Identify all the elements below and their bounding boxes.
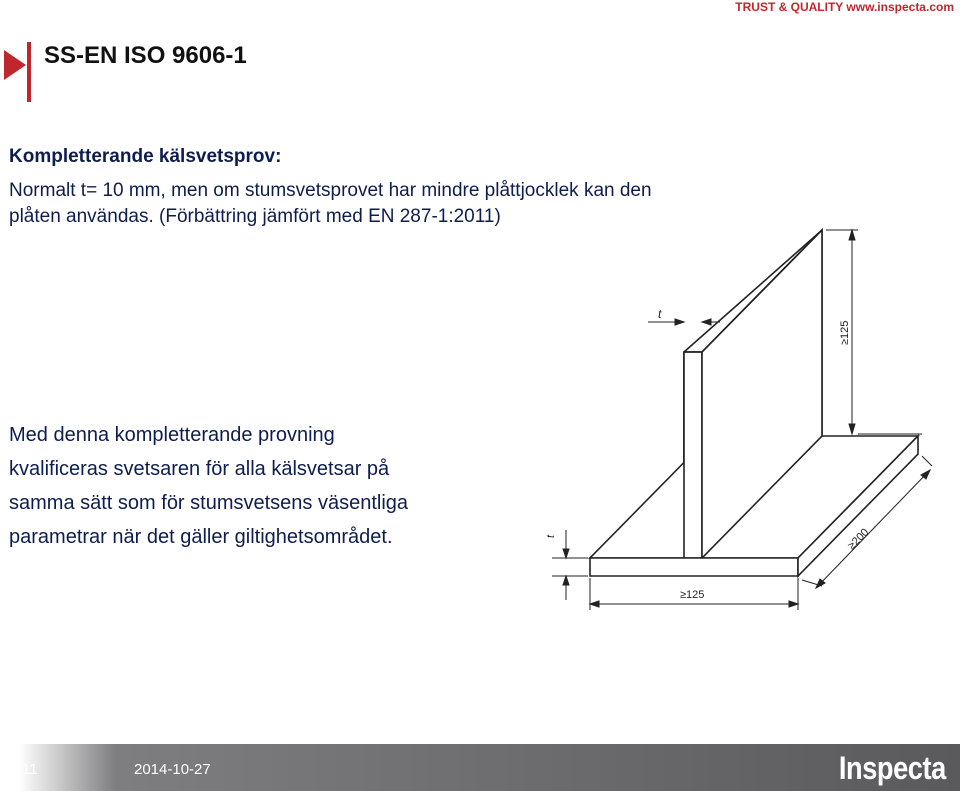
tagline-text: TRUST & QUALITY <box>735 0 844 14</box>
dim-width-label: ≥125 <box>680 589 705 601</box>
body-line: parametrar när det gäller giltighetsområdet. <box>9 526 393 548</box>
intro-line: plåten användas. (Förbättring jämfört med EN 287-1:2011) <box>9 206 501 227</box>
body-line: kvalificeras svetsaren för alla kälsvetsar på <box>9 458 390 480</box>
body-line: Med denna kompletterande provning <box>9 424 335 446</box>
footer-bar <box>0 744 960 791</box>
slide-title: SS-EN ISO 9606-1 <box>44 42 247 69</box>
body-paragraph <box>9 418 549 554</box>
dim-height-label: ≥125 <box>839 320 851 345</box>
footer-date: 2014-10-27 <box>134 761 211 778</box>
intro-line: Normalt t= 10 mm, men om stumsvetsprovet har mindre plåttjocklek kan den <box>9 180 652 201</box>
dim-t-top-label: t <box>658 307 662 321</box>
website-link[interactable]: www.inspecta.com <box>846 0 954 14</box>
base-plate-front <box>590 558 798 576</box>
title-arrow-icon <box>4 50 26 80</box>
fillet-weld-test-diagram <box>540 220 940 620</box>
inspecta-logo: Inspecta <box>839 750 946 786</box>
page-number: 11 <box>22 761 38 778</box>
dim-t-side-label: t <box>545 534 557 538</box>
dim-length-label: ≥200 <box>845 526 872 553</box>
subheading: Kompletterande kälsvetsprov: <box>9 146 282 167</box>
body-line: samma sätt som för stumsvetsens väsentliga <box>9 492 409 514</box>
header-tagline <box>735 0 954 14</box>
title-accent-bar <box>27 42 31 102</box>
